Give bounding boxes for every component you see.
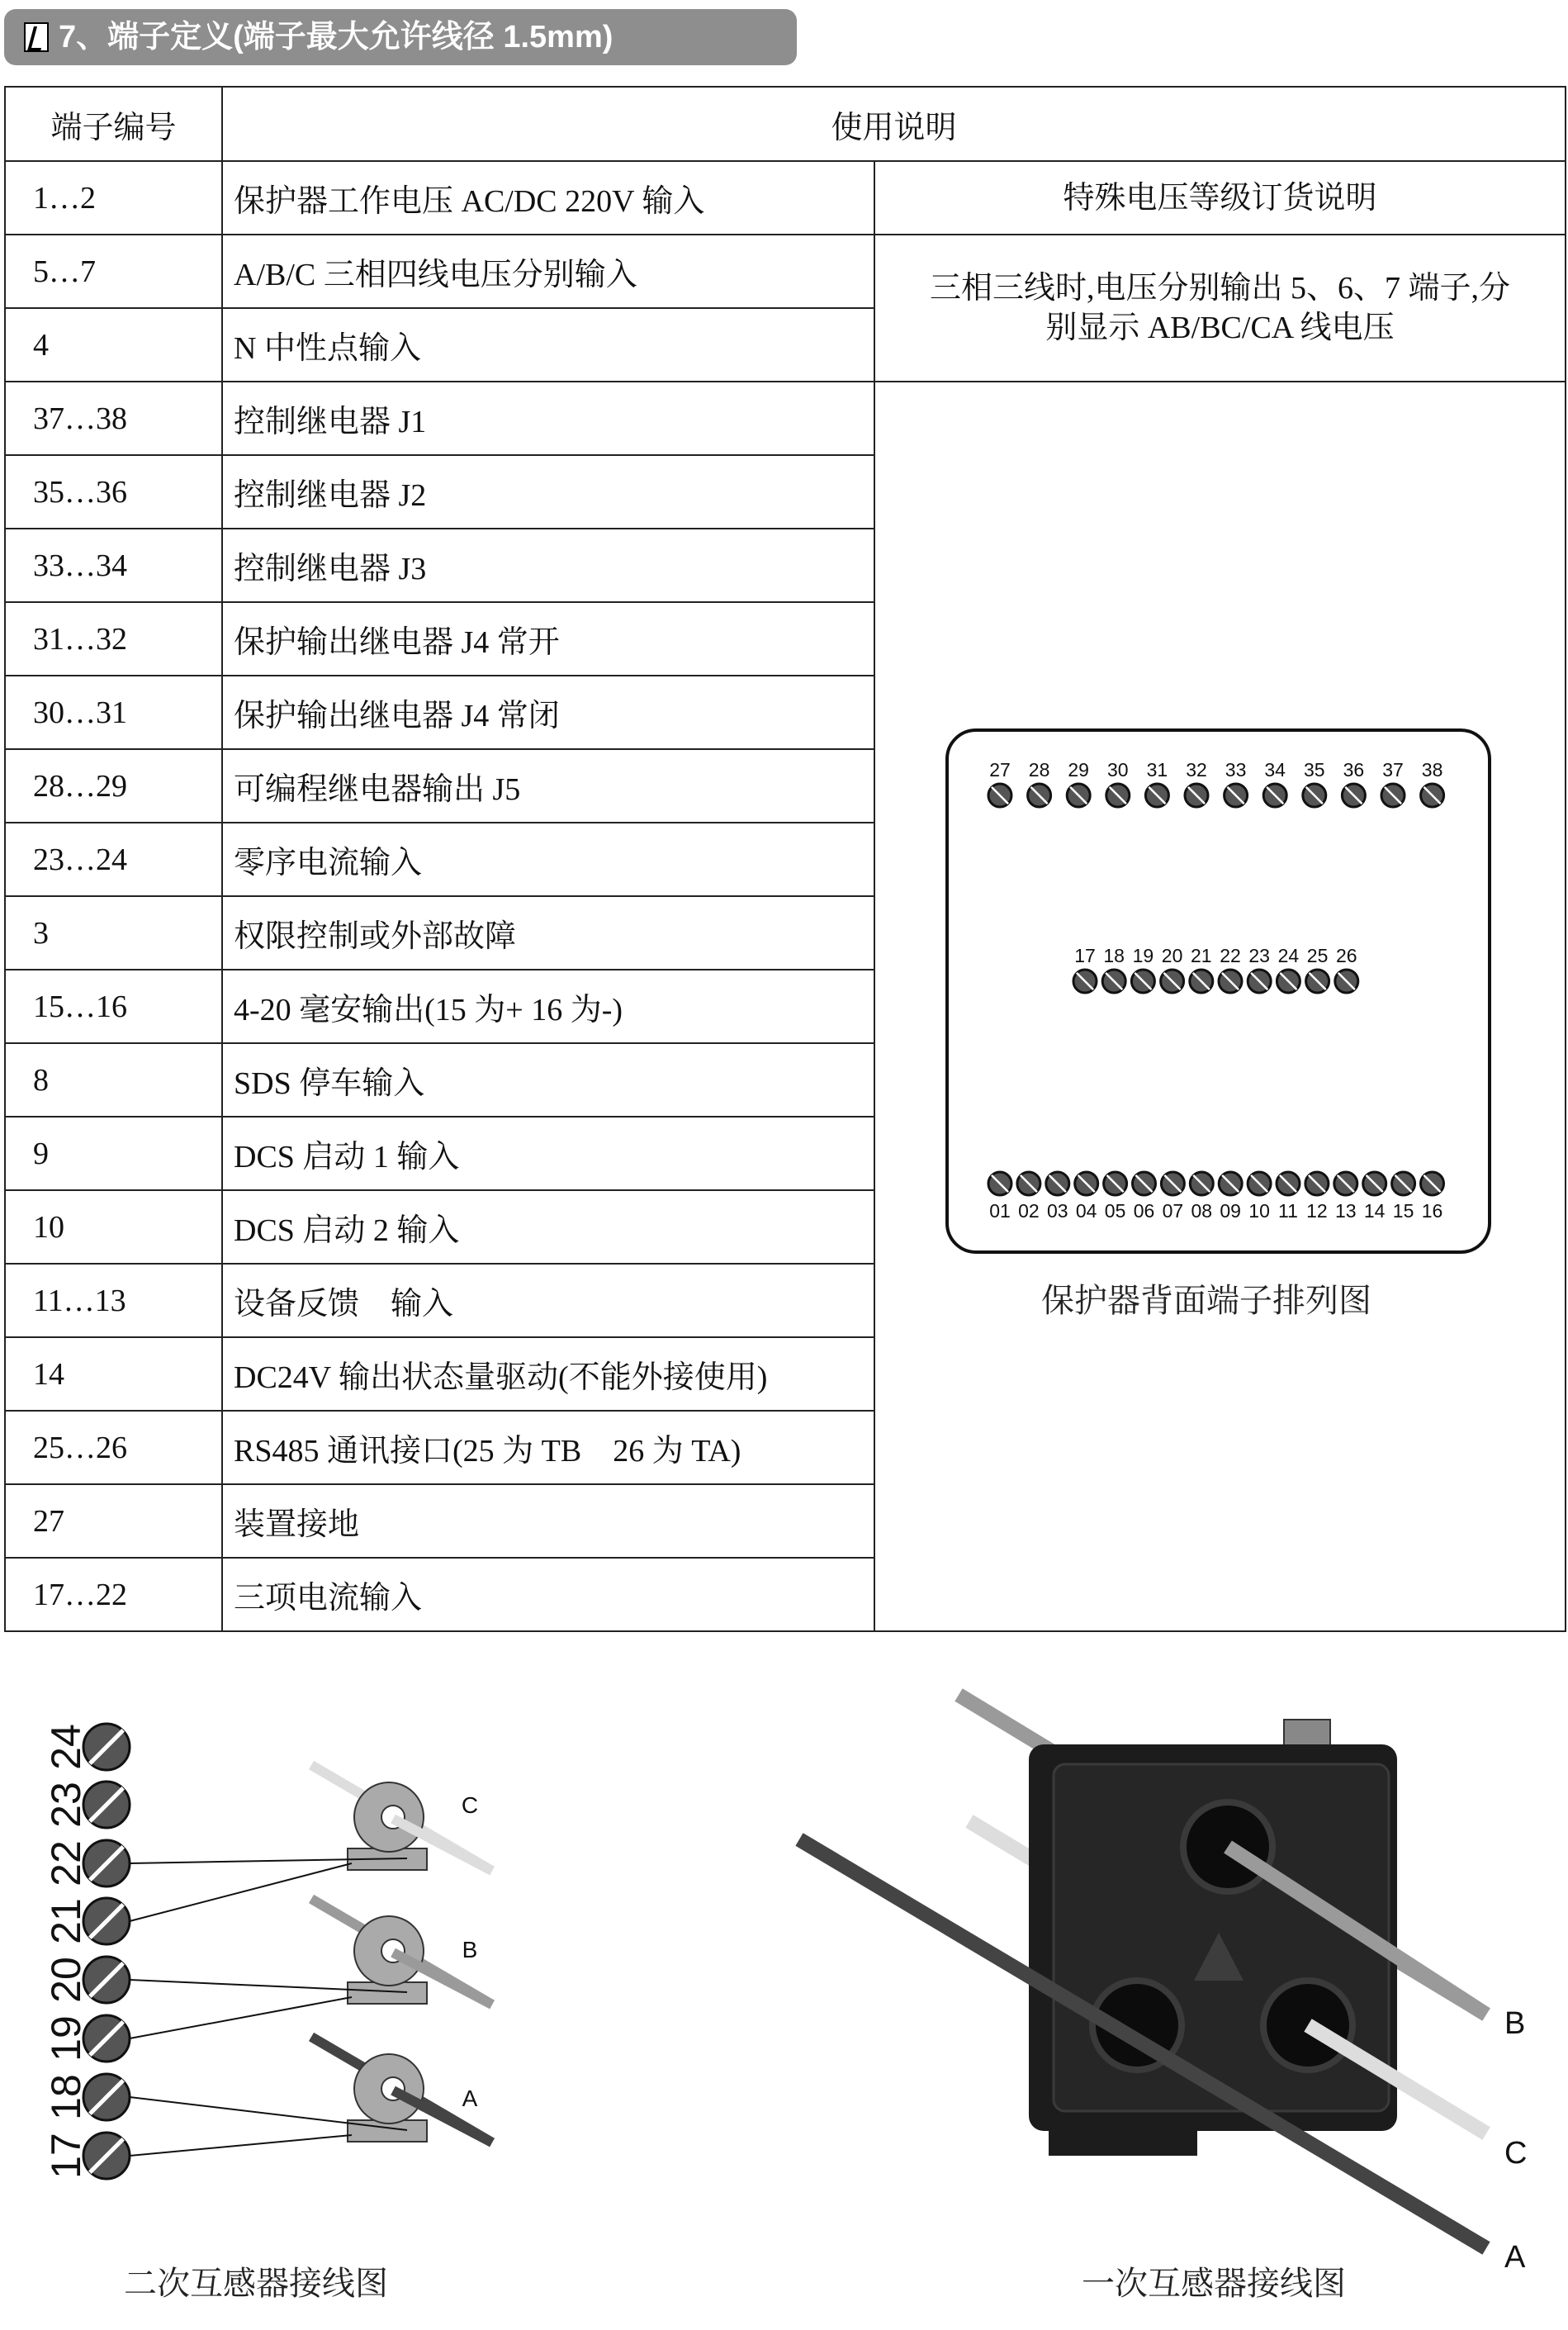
rear-panel-caption: 保护器背面端子排列图 [1041, 1282, 1371, 1319]
terminal-label: 10 [1248, 1200, 1270, 1222]
terminal-description: 装置接地 [222, 1484, 874, 1558]
three-phase-note-line1: 三相三线时,电压分别输出 5、6、7 端子,分 [930, 271, 1511, 306]
terminal-label: 03 [1047, 1200, 1068, 1222]
terminal-number: 25…26 [5, 1411, 222, 1484]
ct-terminal-label: 24 [43, 1724, 89, 1770]
terminal-label: 04 [1075, 1200, 1097, 1222]
terminal-description: DCS 启动 2 输入 [222, 1190, 874, 1264]
terminal-number: 31…32 [5, 602, 222, 676]
terminal-number: 9 [5, 1117, 222, 1190]
terminal-number: 1…2 [5, 161, 222, 235]
wire [130, 2135, 352, 2156]
primary-ct-caption: 一次互感器接线图 [1082, 2265, 1346, 2302]
terminal-description: 控制继电器 J2 [222, 455, 874, 529]
terminal-label: 22 [1220, 945, 1241, 966]
terminal-label: 34 [1264, 759, 1286, 781]
terminal-number: 28…29 [5, 749, 222, 823]
terminal-description: A/B/C 三相四线电压分别输入 [222, 235, 874, 308]
terminal-description: 保护输出继电器 J4 常开 [222, 602, 874, 676]
ct-terminal-label: 20 [43, 1957, 89, 2003]
header-usage: 使用说明 [222, 87, 1566, 161]
primary-ct-diagram [799, 1695, 1527, 2275]
terminal-description: DC24V 输出状态量驱动(不能外接使用) [222, 1337, 874, 1411]
section-title: 7、端子定义(端子最大允许线径 1.5mm) [59, 20, 613, 55]
terminal-label: 28 [1028, 759, 1050, 781]
terminal-label: 01 [989, 1200, 1011, 1222]
terminal-number: 8 [5, 1043, 222, 1117]
terminal-label: 23 [1248, 945, 1270, 966]
three-phase-note-line2: 别显示 AB/BC/CA 线电压 [1045, 311, 1395, 345]
terminal-label: 25 [1306, 945, 1329, 966]
terminal-label: 21 [1191, 945, 1212, 966]
terminal-label: 29 [1068, 759, 1089, 781]
terminal-number: 5…7 [5, 235, 222, 308]
terminal-number: 4 [5, 308, 222, 382]
terminal-label: 35 [1304, 759, 1325, 781]
terminal-label: 13 [1335, 1200, 1357, 1222]
terminal-label: 27 [989, 759, 1011, 781]
terminal-number: 10 [5, 1190, 222, 1264]
terminal-label: 14 [1363, 1200, 1386, 1222]
terminal-number: 17…22 [5, 1558, 222, 1631]
terminal-label: 02 [1018, 1200, 1040, 1222]
phase-b-label: B [1504, 2006, 1526, 2041]
terminal-label: 09 [1220, 1200, 1241, 1222]
terminal-number: 35…36 [5, 455, 222, 529]
terminal-label: 16 [1421, 1200, 1443, 1222]
connector-icon [1284, 1720, 1330, 1748]
terminal-description: 控制继电器 J1 [222, 382, 874, 455]
terminal-label: 36 [1343, 759, 1365, 781]
terminal-number: 3 [5, 896, 222, 970]
terminal-number: 27 [5, 1484, 222, 1558]
terminal-label: 11 [1278, 1200, 1298, 1222]
terminal-label: 33 [1225, 759, 1247, 781]
terminal-description: SDS 停车输入 [222, 1043, 874, 1117]
terminal-label: 32 [1186, 759, 1207, 781]
terminal-label: 17 [1074, 945, 1096, 966]
terminal-label: 38 [1421, 759, 1443, 781]
terminal-number: 15…16 [5, 970, 222, 1043]
phase-c-label: C [1504, 2136, 1528, 2171]
terminal-number: 14 [5, 1337, 222, 1411]
terminal-number: 11…13 [5, 1264, 222, 1337]
terminal-label: 05 [1104, 1200, 1126, 1222]
phase-label: B [462, 1937, 478, 1962]
secondary-ct-diagram [43, 1724, 492, 2179]
terminal-label: 37 [1382, 759, 1404, 781]
terminal-label: 20 [1161, 945, 1183, 966]
terminal-description: RS485 通讯接口(25 为 TB 26 为 TA) [222, 1411, 874, 1484]
terminal-description: DCS 启动 1 输入 [222, 1117, 874, 1190]
ct-terminal-label: 22 [43, 1840, 89, 1886]
terminal-description: 保护器工作电压 AC/DC 220V 输入 [222, 161, 874, 235]
terminal-label: 19 [1132, 945, 1154, 966]
terminal-number: 33…34 [5, 529, 222, 602]
terminal-label: 24 [1277, 945, 1300, 966]
terminal-description: 保护输出继电器 J4 常闭 [222, 676, 874, 749]
terminal-description: 零序电流输入 [222, 823, 874, 896]
terminal-label: 30 [1107, 759, 1129, 781]
ct-terminal-label: 18 [43, 2074, 89, 2120]
phase-label: A [462, 2086, 478, 2111]
wire [130, 1997, 352, 2038]
terminal-label: 26 [1336, 945, 1357, 966]
ct-terminal-label: 17 [43, 2133, 89, 2179]
terminal-description: 三项电流输入 [222, 1558, 874, 1631]
ct-terminal-label: 19 [43, 2015, 89, 2062]
terminal-description: N 中性点输入 [222, 308, 874, 382]
terminal-label: 15 [1392, 1200, 1414, 1222]
terminal-description: 设备反馈 输入 [222, 1264, 874, 1337]
ct-terminal-label: 23 [43, 1782, 89, 1828]
wire [130, 1863, 352, 1921]
terminal-label: 31 [1146, 759, 1168, 781]
terminal-label: 12 [1306, 1200, 1328, 1222]
secondary-ct-caption: 二次互感器接线图 [124, 2265, 388, 2302]
terminal-number: 37…38 [5, 382, 222, 455]
terminal-description: 4-20 毫安输出(15 为+ 16 为-) [222, 970, 874, 1043]
terminal-number: 23…24 [5, 823, 222, 896]
terminal-label: 18 [1103, 945, 1125, 966]
terminal-description: 可编程继电器输出 J5 [222, 749, 874, 823]
terminal-description: 控制继电器 J3 [222, 529, 874, 602]
ct-terminal-label: 21 [43, 1898, 89, 1944]
phase-a-label: A [1504, 2240, 1526, 2275]
header-terminal-number: 端子编号 [5, 87, 222, 161]
phase-label: C [461, 1792, 479, 1818]
special-voltage-note: 特殊电压等级订货说明 [874, 161, 1566, 235]
terminal-description: 权限控制或外部故障 [222, 896, 874, 970]
terminal-label: 06 [1133, 1200, 1155, 1222]
terminal-label: 07 [1162, 1200, 1184, 1222]
din-clip [1049, 2127, 1197, 2156]
terminal-label: 08 [1191, 1200, 1213, 1222]
terminal-number: 30…31 [5, 676, 222, 749]
